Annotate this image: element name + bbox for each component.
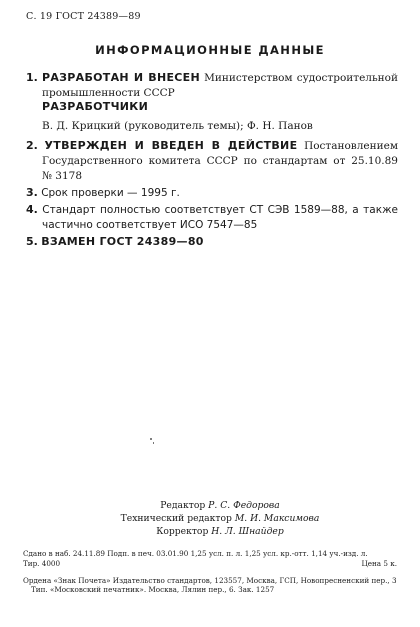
- developers-heading: РАЗРАБОТЧИКИ: [42, 100, 149, 113]
- corrector-name: Н. Л. Шнайдер: [211, 526, 284, 537]
- print-speck: [153, 442, 154, 444]
- item-continuation-2: № 3178: [42, 170, 82, 182]
- price: Цена 5 к.: [361, 559, 397, 568]
- info-item-1: [26, 70, 398, 101]
- item-text: Министерством судостроительной: [204, 72, 399, 84]
- page-title: ИНФОРМАЦИОННЫЕ ДАННЫЕ: [95, 43, 325, 57]
- imprint-line-3: Ордена «Знак Почета» Издательство стандартов, 123557, Москва, ГСП, Новопресненский пер., 3: [23, 576, 397, 585]
- tech-editor-name: М. И. Максимова: [234, 513, 320, 524]
- item-text: Постановлением: [304, 140, 398, 152]
- item-heading: РАЗРАБОТАН И ВНЕСЕН: [41, 71, 200, 84]
- imprint-line-1: Сдано в наб. 24.11.89 Подп. в печ. 03.01.90 1,25 усл. п. л. 1,25 усл. кр.-отт. 1,14 уч.-изд. л.: [23, 549, 368, 558]
- info-item-3: [26, 185, 398, 201]
- item-number: 4.: [26, 203, 38, 216]
- developers-names: В. Д. Крицкий (руководитель темы); Ф. Н. Панов: [42, 120, 313, 132]
- editor-label: Редактор: [160, 500, 206, 511]
- item-number: 1.: [26, 71, 38, 84]
- page-header: С. 19 ГОСТ 24389—89: [26, 11, 141, 22]
- tech-editor-label: Технический редактор: [120, 513, 232, 524]
- item-continuation: Государственного комитета СССР по стандартам от 25.10.89: [42, 155, 398, 167]
- info-item-2: [26, 138, 398, 184]
- print-run: Тир. 4000: [23, 559, 61, 568]
- item-continuation: промышленности СССР: [42, 87, 175, 99]
- item-heading: ВЗАМЕН ГОСТ 24389—80: [41, 235, 204, 248]
- editor-line: [120, 500, 320, 512]
- corrector-label: Корректор: [156, 526, 209, 537]
- item-text: Стандарт полностью соответствует СТ СЭВ 1589—88, а также: [42, 204, 398, 216]
- tech-editor-line: [120, 513, 320, 525]
- item-number: 3.: [26, 186, 38, 199]
- info-item-5: [26, 234, 398, 250]
- info-item-4: [26, 202, 398, 233]
- editor-name: Р. С. Федорова: [208, 500, 280, 511]
- imprint-line-2: [23, 559, 397, 568]
- item-heading: УТВЕРЖДЕН И ВВЕДЕН В ДЕЙСТВИЕ: [44, 139, 298, 152]
- corrector-line: [120, 526, 320, 538]
- imprint-line-4: Тип. «Московский печатник». Москва, Лялин пер., 6. Зак. 1257: [31, 585, 275, 594]
- item-continuation: частично соответствует ИСО 7547—85: [42, 219, 258, 231]
- item-number: 2.: [26, 139, 38, 152]
- item-text: Срок проверки — 1995 г.: [41, 187, 180, 199]
- print-speck: [150, 438, 152, 440]
- item-number: 5.: [26, 235, 38, 248]
